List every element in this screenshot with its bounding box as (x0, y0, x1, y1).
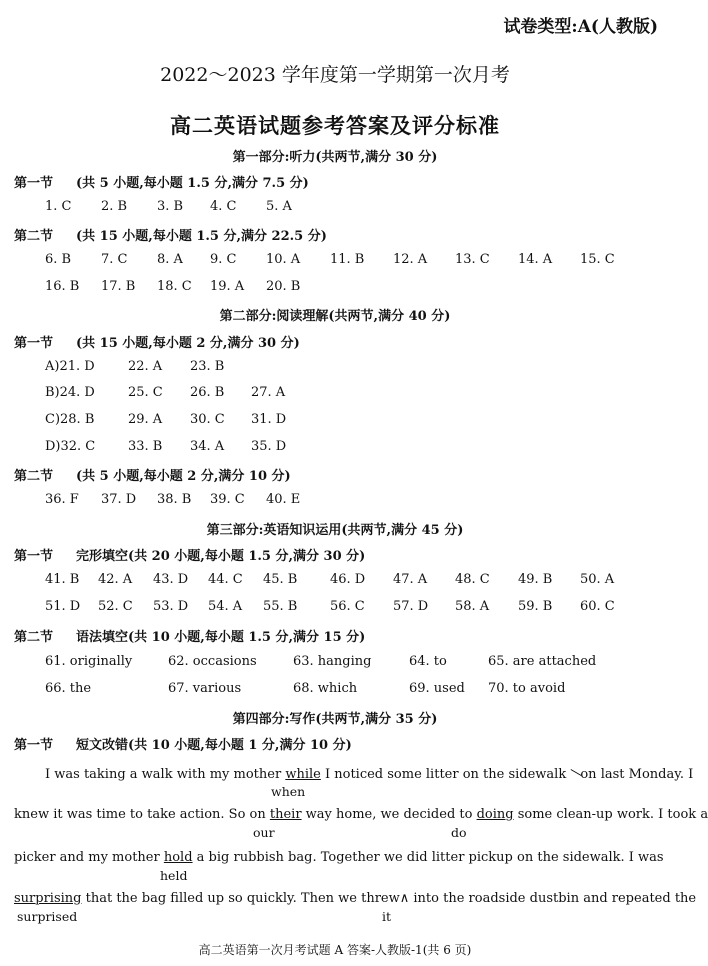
answer: 16. B (45, 279, 80, 294)
answer: 10. A (266, 252, 301, 267)
answer: 49. B (518, 572, 553, 587)
answer-row (0, 252, 670, 270)
answer: 27. A (251, 385, 286, 400)
answer: 64. to (409, 654, 447, 669)
answer: 2. B (101, 199, 128, 214)
section-name: 第一节 (14, 336, 54, 351)
section-heading (14, 332, 300, 351)
section-heading (14, 225, 327, 244)
part-heading: 第二部分:阅读理解(共两节,满分 40 分) (219, 309, 451, 324)
section-desc: (共 5 小题,每小题 1.5 分,满分 7.5 分) (76, 176, 309, 191)
answer: 51. D (45, 599, 81, 614)
answer: C)28. B (45, 412, 95, 427)
answer: 1. C (45, 199, 72, 214)
answer: 39. C (210, 492, 245, 507)
error-word: while (285, 767, 321, 782)
section-heading (14, 465, 291, 484)
answer: 33. B (128, 439, 163, 454)
answer: 11. B (330, 252, 365, 267)
answer: B)24. D (45, 385, 95, 400)
answer: 8. A (157, 252, 183, 267)
part-heading: 第四部分:写作(共两节,满分 35 分) (232, 712, 438, 727)
answer-row (0, 599, 670, 617)
correction: held (160, 868, 188, 883)
essay-text: way home, we decided to (301, 807, 477, 822)
answer-row (0, 412, 670, 430)
strike-mark-icon (570, 766, 580, 778)
answer: 50. A (580, 572, 615, 587)
answer: 14. A (518, 252, 553, 267)
error-word: doing (476, 807, 514, 822)
answer: 65. are attached (488, 654, 597, 669)
page-title: 高二英语试题参考答案及评分标准 (170, 113, 500, 138)
section-desc: 短文改错(共 10 小题,每小题 1 分,满分 10 分) (76, 738, 352, 753)
essay-line (14, 891, 696, 906)
part-heading: 第一部分:听力(共两节,满分 30 分) (232, 150, 438, 165)
answer: 57. D (393, 599, 429, 614)
correction: it (382, 909, 392, 924)
answer: 53. D (153, 599, 189, 614)
answer: 22. A (128, 359, 163, 374)
answer: 69. used (409, 681, 465, 696)
answer: 5. A (266, 199, 292, 214)
answer: 38. B (157, 492, 192, 507)
answer: 42. A (98, 572, 133, 587)
term-heading: 2022～2023 学年度第一学期第一次月考 (160, 64, 510, 86)
answer: 62. occasions (168, 654, 257, 669)
answer-row (0, 572, 670, 590)
insert-caret-icon: ∧ (399, 891, 410, 906)
section-heading (14, 172, 309, 191)
answer-row (0, 359, 670, 377)
answer: 9. C (210, 252, 237, 267)
essay-text: I noticed some litter on the sidewalk (320, 767, 571, 782)
answer-row (0, 654, 670, 672)
section-name: 第二节 (14, 229, 54, 244)
answer-row (0, 199, 670, 217)
section-name: 第二节 (14, 469, 54, 484)
essay-text: that the bag filled up so quickly. Then we threw (81, 891, 400, 906)
answer: 58. A (455, 599, 490, 614)
answer: 3. B (157, 199, 184, 214)
section-desc: (共 5 小题,每小题 2 分,满分 10 分) (76, 469, 291, 484)
section-desc: (共 15 小题,每小题 1.5 分,满分 22.5 分) (76, 229, 327, 244)
answer: 20. B (266, 279, 301, 294)
essay-text: picker and my mother (14, 850, 164, 865)
part-heading: 第三部分:英语知识运用(共两节,满分 45 分) (206, 523, 464, 538)
answer: 19. A (210, 279, 245, 294)
answer: 52. C (98, 599, 133, 614)
answer-row (0, 385, 670, 403)
section-name: 第一节 (14, 738, 54, 753)
section-desc: 完形填空(共 20 小题,每小题 1.5 分,满分 30 分) (76, 549, 366, 564)
correction: do (451, 825, 467, 840)
answer: 6. B (45, 252, 72, 267)
answer: 56. C (330, 599, 365, 614)
essay-text: last Monday. I (596, 767, 694, 782)
answer: 59. B (518, 599, 553, 614)
essay-line (45, 766, 693, 782)
answer: 35. D (251, 439, 287, 454)
answer: 55. B (263, 599, 298, 614)
answer: 23. B (190, 359, 225, 374)
answer: 34. A (190, 439, 225, 454)
answer: 46. D (330, 572, 366, 587)
paper-type: 试卷类型:A(人教版) (503, 17, 658, 37)
answer: 48. C (455, 572, 490, 587)
answer: 70. to avoid (488, 681, 566, 696)
correction: surprised (17, 909, 78, 924)
answer-row (0, 492, 670, 510)
answer: 7. C (101, 252, 128, 267)
answer: 47. A (393, 572, 428, 587)
deleted-word: on (580, 767, 597, 782)
essay-text: knew it was time to take action. So on (14, 807, 270, 822)
answer: 30. C (190, 412, 225, 427)
answer-row (0, 279, 670, 297)
answer: 17. B (101, 279, 136, 294)
answer: 37. D (101, 492, 137, 507)
section-name: 第一节 (14, 176, 54, 191)
answer: 44. C (208, 572, 243, 587)
error-word: their (269, 807, 302, 822)
answer: 67. various (168, 681, 242, 696)
answer: 68. which (293, 681, 358, 696)
section-heading (14, 626, 365, 645)
answer: 29. A (128, 412, 163, 427)
answer: 18. C (157, 279, 192, 294)
answer: 31. D (251, 412, 287, 427)
correction: when (271, 784, 306, 799)
answer: 13. C (455, 252, 490, 267)
correction: our (253, 825, 275, 840)
answer: 45. B (263, 572, 298, 587)
essay-text: I was taking a walk with my mother (45, 767, 286, 782)
answer: D)32. C (45, 439, 96, 454)
section-desc: (共 15 小题,每小题 2 分,满分 30 分) (76, 336, 300, 351)
essay-text: a big rubbish bag. Together we did litter pickup on the sidewalk. I was (192, 850, 664, 865)
essay-line (14, 807, 708, 822)
answer: 43. D (153, 572, 189, 587)
answer-row (0, 439, 670, 457)
essay-line (14, 850, 664, 865)
essay-text: some clean-up work. I took a (513, 807, 708, 822)
section-desc: 语法填空(共 10 小题,每小题 1.5 分,满分 15 分) (76, 630, 366, 645)
answer: 41. B (45, 572, 80, 587)
answer: 4. C (210, 199, 237, 214)
answer: 54. A (208, 599, 243, 614)
page-footer: 高二英语第一次月考试题 A 答案-人教版-1(共 6 页) (198, 943, 472, 957)
answer: 12. A (393, 252, 428, 267)
answer: 66. the (45, 681, 92, 696)
answer: 63. hanging (293, 654, 372, 669)
section-name: 第一节 (14, 549, 54, 564)
answer-row (0, 681, 670, 699)
section-heading (14, 545, 365, 564)
answer: 25. C (128, 385, 163, 400)
section-heading (14, 734, 352, 753)
answer: 36. F (45, 492, 79, 507)
error-word: surprising (14, 891, 82, 906)
answer: 60. C (580, 599, 615, 614)
error-word: hold (163, 850, 193, 865)
answer: A)21. D (45, 359, 95, 374)
section-name: 第二节 (14, 630, 54, 645)
answer: 26. B (190, 385, 225, 400)
essay-text: into the roadside dustbin and repeated the (409, 891, 697, 906)
answer: 40. E (266, 492, 301, 507)
answer: 61. originally (45, 654, 133, 669)
answer: 15. C (580, 252, 615, 267)
